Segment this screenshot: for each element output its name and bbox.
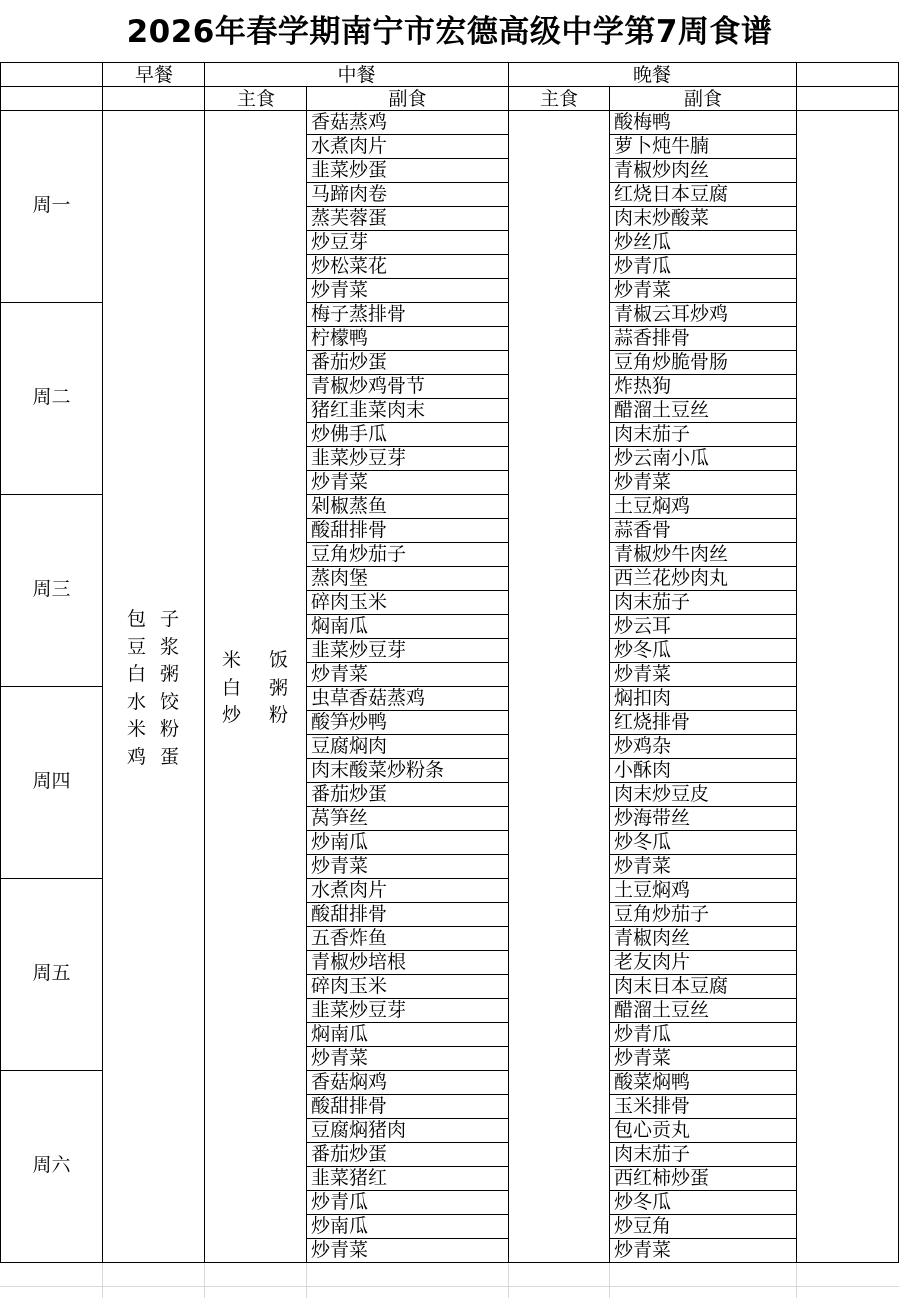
day-label: 周二 (32, 386, 71, 408)
dinner-side-dish: 醋溜土豆丝 (614, 999, 710, 1021)
header-dinner-staple: 主食 (539, 88, 578, 110)
lunch-side-dish: 马蹄肉卷 (311, 183, 388, 205)
dinner-side-dish: 炒云耳 (614, 615, 672, 637)
dinner-side-dish: 炒云南小瓜 (614, 447, 710, 469)
lunch-side-dish: 青椒炒培根 (311, 951, 407, 973)
sheet-gridline (796, 1262, 797, 1298)
dinner-side-dish: 豆角炒茄子 (614, 903, 710, 925)
lunch-side-dish: 番茄炒蛋 (311, 351, 388, 373)
lunch-side-dish: 梅子蒸排骨 (311, 303, 407, 325)
dinner-side-dish: 醋溜土豆丝 (614, 399, 710, 421)
dinner-side-dish: 炒冬瓜 (614, 1191, 672, 1213)
lunch-side-dish: 水煮肉片 (311, 879, 388, 901)
breakfast-line: 鸡 蛋 (127, 745, 180, 768)
lunch-side-dish: 五香炸鱼 (311, 927, 388, 949)
lunch-side-dish: 韭菜猪红 (311, 1167, 388, 1189)
dinner-side-dish: 西红柿炒蛋 (614, 1167, 710, 1189)
dinner-side-dish: 炒丝瓜 (614, 231, 672, 253)
lunch-side-dish: 酸甜排骨 (311, 519, 388, 541)
table-border (0, 110, 899, 111)
page-title: 2026年春学期南宁市宏德高级中学第7周食谱 (126, 14, 773, 50)
lunch-side-dish: 猪红韭菜肉末 (311, 399, 426, 421)
dinner-side-dish: 小酥肉 (614, 759, 672, 781)
lunch-side-dish: 炒佛手瓜 (311, 423, 388, 445)
breakfast-line: 米 粉 (127, 718, 180, 740)
dinner-side-dish: 炒青菜 (614, 855, 672, 877)
lunch-side-dish: 酸笋炒鸭 (311, 711, 388, 733)
lunch-side-dish: 炒南瓜 (311, 831, 369, 853)
lunch-side-dish: 香菇蒸鸡 (311, 111, 388, 133)
dinner-side-dish: 玉米排骨 (614, 1095, 691, 1117)
day-label: 周六 (32, 1154, 71, 1176)
lunch-side-dish: 肉末酸菜炒粉条 (311, 759, 445, 781)
breakfast-line: 白 粥 (127, 663, 180, 685)
lunch-side-dish: 虫草香菇蒸鸡 (311, 687, 426, 709)
dinner-side-dish: 肉末茄子 (614, 423, 691, 445)
dinner-side-dish: 青椒炒牛肉丝 (614, 543, 729, 565)
lunch-side-dish: 炒青菜 (311, 855, 369, 877)
dinner-side-dish: 豆角炒脆骨肠 (614, 351, 729, 373)
lunch-side-dish: 水煮肉片 (311, 135, 388, 157)
dinner-side-dish: 蒜香骨 (614, 519, 672, 541)
lunch-side-dish: 炒青菜 (311, 1239, 369, 1261)
lunch-side-dish: 碎肉玉米 (311, 591, 388, 613)
header-dinner-side: 副食 (683, 88, 722, 110)
dinner-side-dish: 土豆焖鸡 (614, 879, 691, 901)
sheet-gridline (204, 1262, 205, 1298)
lunch-side-dish: 炒南瓜 (311, 1215, 369, 1237)
lunch-side-dish: 酸甜排骨 (311, 903, 388, 925)
lunch-side-dish: 柠檬鸭 (311, 327, 369, 349)
day-separator (0, 1070, 103, 1071)
lunch-side-dish: 酸甜排骨 (311, 1095, 388, 1117)
lunch-side-dish: 豆腐焖肉 (311, 735, 388, 757)
dinner-side-dish: 炒青菜 (614, 663, 672, 685)
header-dinner: 晚餐 (632, 64, 671, 86)
lunch-side-dish: 焖南瓜 (311, 615, 369, 637)
day-label: 周三 (32, 578, 71, 600)
dinner-side-dish: 肉末茄子 (614, 591, 691, 613)
table-border (0, 62, 899, 63)
table-border (306, 86, 307, 1263)
dinner-side-dish: 红烧日本豆腐 (614, 183, 729, 205)
day-separator (0, 494, 103, 495)
lunch-side-dish: 番茄炒蛋 (311, 1143, 388, 1165)
dinner-side-dish: 蒜香排骨 (614, 327, 691, 349)
breakfast-line: 豆 浆 (127, 635, 180, 658)
dinner-side-dish: 肉末茄子 (614, 1143, 691, 1165)
dinner-side-dish: 酸梅鸭 (614, 111, 672, 133)
lunch-side-dish: 韭菜炒豆芽 (311, 639, 407, 661)
header-breakfast: 早餐 (134, 64, 173, 86)
table-border (0, 62, 1, 1263)
dinner-side-dish: 老友肉片 (614, 951, 691, 973)
lunch-side-dish: 蒸芙蓉蛋 (311, 207, 388, 229)
day-label: 周四 (32, 770, 71, 792)
lunch-side-dish: 韭菜炒豆芽 (311, 447, 407, 469)
lunch-side-dish: 青椒炒鸡骨节 (311, 375, 426, 397)
dinner-side-dish: 炒海带丝 (614, 807, 691, 829)
lunch-side-dish: 蒸肉堡 (311, 567, 369, 589)
table-border (0, 86, 899, 87)
dinner-side-dish: 青椒炒肉丝 (614, 159, 710, 181)
lunch-side-dish: 番茄炒蛋 (311, 783, 388, 805)
lunch-side-dish: 剁椒蒸鱼 (311, 495, 388, 517)
dinner-side-dish: 包心贡丸 (614, 1119, 691, 1141)
dinner-side-dish: 萝卜炖牛腩 (614, 135, 710, 157)
dinner-side-dish: 肉末炒豆皮 (614, 783, 710, 805)
staple-line: 炒 粉 (222, 704, 289, 726)
table-border (0, 1262, 899, 1263)
day-separator (0, 878, 103, 879)
table-border (102, 62, 103, 1263)
breakfast-items (127, 606, 187, 771)
breakfast-line: 包 子 (127, 608, 180, 630)
table-border (204, 62, 205, 1263)
dinner-side-dish: 炒冬瓜 (614, 639, 672, 661)
lunch-side-dish: 碎肉玉米 (311, 975, 388, 997)
sheet-gridline (0, 1286, 899, 1287)
day-separator (0, 302, 103, 303)
dinner-side-dish: 炸热狗 (614, 375, 672, 397)
dinner-side-dish: 炒青瓜 (614, 255, 672, 277)
breakfast-line: 水 饺 (127, 690, 180, 713)
dinner-side-dish: 炒鸡杂 (614, 735, 672, 757)
header-lunch-staple: 主食 (236, 88, 275, 110)
header-lunch: 中餐 (337, 64, 376, 86)
dinner-side-dish: 青椒肉丝 (614, 927, 691, 949)
dinner-side-dish: 炒青菜 (614, 471, 672, 493)
dinner-side-dish: 炒青瓜 (614, 1023, 672, 1045)
sheet-gridline (306, 1262, 307, 1298)
dinner-side-dish: 肉末日本豆腐 (614, 975, 729, 997)
staple-line: 米 饭 (222, 649, 289, 671)
day-label: 周五 (32, 962, 71, 984)
dinner-side-dish: 炒青菜 (614, 279, 672, 301)
dinner-side-dish: 炒冬瓜 (614, 831, 672, 853)
dinner-side-dish: 炒青菜 (614, 1047, 672, 1069)
sheet-gridline (508, 1262, 509, 1298)
lunch-side-dish: 炒豆芽 (311, 231, 369, 253)
lunch-side-dish: 焖南瓜 (311, 1023, 369, 1045)
lunch-side-dish: 韭菜炒蛋 (311, 159, 388, 181)
lunch-side-dish: 炒青瓜 (311, 1191, 369, 1213)
lunch-side-dish: 炒青菜 (311, 279, 369, 301)
lunch-side-dish: 香菇焖鸡 (311, 1071, 388, 1093)
lunch-side-dish: 炒青菜 (311, 471, 369, 493)
dinner-side-dish: 炒豆角 (614, 1215, 672, 1237)
lunch-side-dish: 炒松菜花 (311, 255, 388, 277)
lunch-side-dish: 韭菜炒豆芽 (311, 999, 407, 1021)
table-border (609, 86, 610, 1263)
dinner-side-dish: 酸菜焖鸭 (614, 1071, 691, 1093)
header-lunch-side: 副食 (388, 88, 427, 110)
lunch-side-dish: 豆腐焖猪肉 (311, 1119, 407, 1141)
lunch-side-dish: 炒青菜 (311, 663, 369, 685)
dinner-side-dish: 肉末炒酸菜 (614, 207, 710, 229)
staple-line: 白 粥 (222, 676, 289, 699)
dinner-side-dish: 炒青菜 (614, 1239, 672, 1261)
day-separator (0, 686, 103, 687)
lunch-staple-items (222, 647, 302, 730)
sheet-gridline (609, 1262, 610, 1298)
dinner-side-dish: 红烧排骨 (614, 711, 691, 733)
dinner-side-dish: 土豆焖鸡 (614, 495, 691, 517)
lunch-side-dish: 豆角炒茄子 (311, 543, 407, 565)
lunch-side-dish: 炒青菜 (311, 1047, 369, 1069)
dinner-side-dish: 焖扣肉 (614, 687, 672, 709)
dinner-side-dish: 西兰花炒肉丸 (614, 567, 729, 589)
sheet-gridline (102, 1262, 103, 1298)
dinner-side-dish: 青椒云耳炒鸡 (614, 303, 729, 325)
lunch-side-dish: 莴笋丝 (311, 807, 369, 829)
day-label: 周一 (32, 194, 71, 216)
